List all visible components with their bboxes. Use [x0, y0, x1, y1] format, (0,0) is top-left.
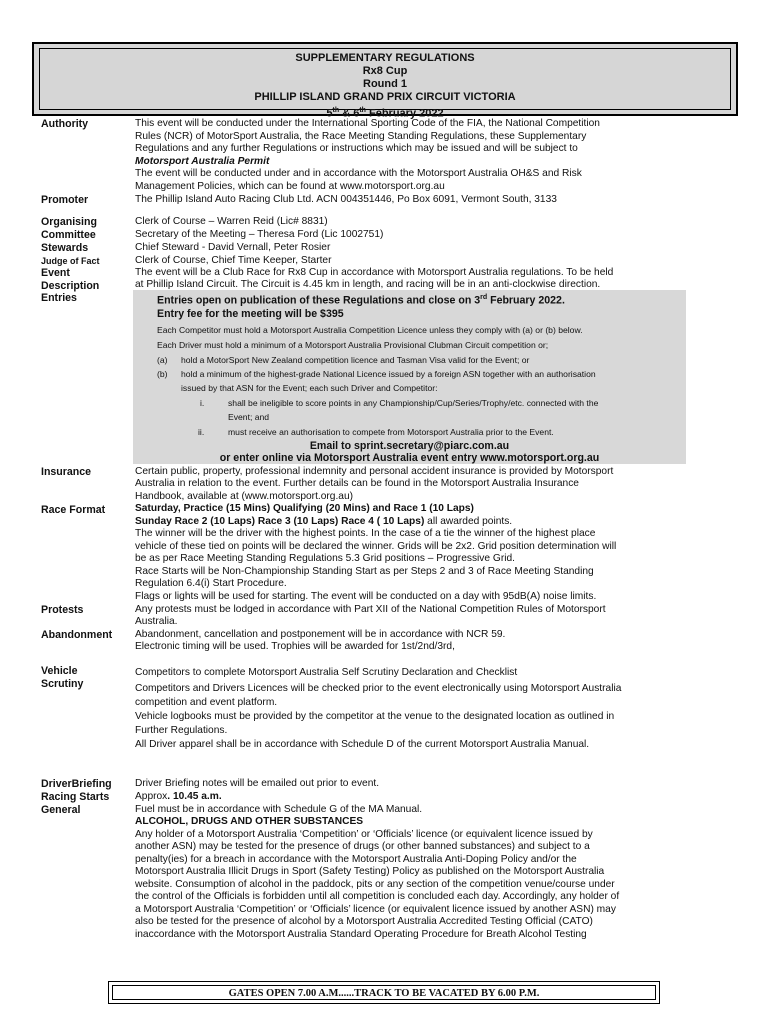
scrutiny-line: Competitors to complete Motorsport Australia Self Scrutiny Declaration and Checklist — [135, 667, 518, 678]
scrutiny-line: competition and event platform. — [135, 697, 278, 708]
label-driver-briefing: DriverBriefing — [41, 778, 112, 790]
race-format-line: be as per Race Meeting Standing Regulations 5.3 Grid positions – Progressive Grid. — [135, 553, 515, 564]
label-organising: Organising — [41, 216, 97, 228]
race-format-line: Flags or lights will be used for starting. The event will be conducted on a day with 95dB(A) noise limits. — [135, 591, 597, 602]
scrutiny-line: Competitors and Drivers Licences will be checked prior to the event electronically using Motorsport Australia — [135, 683, 622, 694]
entries-item-b-mark: (b) — [157, 369, 168, 379]
label-race-format: Race Format — [41, 504, 106, 516]
race-format-sunday-races: Sunday Race 2 (10 Laps) Race 3 (10 Laps) Race 4 ( 10 Laps) — [135, 516, 425, 527]
general-line: Any holder of a Motorsport Australia ‘Competition’ or ‘Officials’ licence (or equivalent licence issued by — [135, 829, 593, 840]
race-format-line: The winner will be the driver with the highest points. In the case of a tie the winner of the highest place — [135, 528, 596, 539]
race-format-sunday — [135, 516, 512, 529]
footer-notice — [108, 981, 660, 1004]
abandonment-line: Electronic timing will be used. Trophies will be awarded for 1st/2nd/3rd, — [135, 641, 455, 652]
entries-open — [157, 292, 565, 307]
general-line: another ASN) may be tested for the presence of drugs (or other banned substances) and subject to a — [135, 841, 590, 852]
authority-line: The event will be conducted under and in accordance with the Motorsport Australia OH&S and Risk — [135, 168, 582, 179]
authority-permit: Motorsport Australia Permit — [135, 156, 270, 167]
gates-notice: GATES OPEN 7.00 A.M......TRACK TO BE VACATED BY 6.00 P.M. — [112, 985, 656, 1000]
entries-item-a: hold a MotorSport New Zealand competition licence and Tasman Visa valid for the Event; or — [181, 355, 530, 365]
event-description-line: The event will be a Club Race for Rx8 Cup in accordance with Motorsport Australia regulations. To be held — [135, 267, 614, 278]
authority-line: This event will be conducted under the International Sporting Code of the FIA, the National Competition — [135, 118, 600, 129]
label-committee: Committee — [41, 229, 96, 241]
general-line: Motorsport Australia Illicit Drugs in Sport (Safety Testing) Policy as published on the Motorsport Australia — [135, 866, 605, 877]
chief-steward: Chief Steward - David Vernall, Peter Rosier — [135, 242, 331, 253]
scrutiny-line: Vehicle logbooks must be provided by the competitor at the venue to the designated location as outlined in — [135, 711, 615, 722]
protests-line: Australia. — [135, 616, 178, 627]
insurance-line: Australia in relation to the event. Further details can be found in the Motorsport Australia Insurance — [135, 478, 579, 489]
race-format-line: vehicle of these tied on points will be declared the winner. Grids will be 2x2. Grid position determination will — [135, 541, 617, 552]
entries-item-b: hold a minimum of the highest-grade National Licence issued by a foreign ASN together with an authorisation — [181, 369, 596, 379]
entries-driver-licence: Each Driver must hold a minimum of a Motorsport Australia Provisional Clubman Circuit competition or; — [157, 340, 549, 350]
entries-competitor-licence: Each Competitor must hold a Motorsport Australia Competition Licence unless they comply with (a) or (b) below. — [157, 325, 583, 335]
date-day1: 5 — [326, 107, 333, 120]
general-line: a Motorsport Australia ‘Competition’ or ‘Officials’ licence (or equivalent licence issued by another ASN) may — [135, 904, 616, 915]
entries-item-i-mark: i. — [200, 398, 205, 408]
date-sup2: th — [359, 107, 366, 114]
entries-open-date: February 2022. — [487, 294, 565, 307]
series-name: Rx8 Cup — [362, 65, 408, 77]
racing-starts-prefix: Approx — [135, 791, 168, 802]
general-line: the control of the Officials is forbidden until all competition is concluded each day. Accordingly, any holder of — [135, 891, 620, 902]
protests-line: Any protests must be lodged in accordance with Part XII of the National Competition Rules of Motorsport — [135, 604, 606, 615]
general-line: website. Consumption of alcohol in the paddock, pits or any section of the competition venue/course under — [135, 879, 615, 890]
abandonment-line: Abandonment, cancellation and postponement will be in accordance with NCR 59. — [135, 629, 506, 640]
entries-email: Email to sprint.secretary@piarc.com.au — [309, 440, 510, 452]
entry-fee: Entry fee for the meeting will be $395 — [157, 308, 344, 320]
entries-item-b-cont: issued by that ASN for the Event; each such Driver and Competitor: — [181, 383, 438, 393]
label-event: Event — [41, 267, 70, 279]
insurance-line: Certain public, property, professional indemnity and personal accident insurance is provided by Motorsport — [135, 466, 614, 477]
label-judge-of-fact: Judge of Fact — [41, 256, 100, 266]
entries-item-i-cont: Event; and — [228, 412, 270, 422]
date-month: February 2022 — [365, 107, 444, 120]
secretary: Secretary of the Meeting – Theresa Ford (Lic 1002751) — [135, 229, 384, 240]
title-block — [32, 42, 738, 120]
racing-starts-time: . 10.45 a.m. — [167, 791, 222, 802]
label-general: General — [41, 804, 81, 816]
label-entries: Entries — [41, 292, 77, 304]
event-description-line: at Phillip Island Circuit. The Circuit is 4.45 km in length, and racing will be in an anti-clockwise direction. — [135, 279, 601, 290]
race-format-saturday: Saturday, Practice (15 Mins) Qualifying (20 Mins) and Race 1 (10 Laps) — [135, 503, 474, 514]
entries-item-ii: must receive an authorisation to compete from Motorsport Australia prior to the Event. — [228, 427, 554, 437]
authority-line: Rules (NCR) of MotorSport Australia, the Race Meeting Standing Regulations, these Supplementary — [135, 131, 587, 142]
label-vehicle: Vehicle — [41, 665, 78, 677]
fuel-text: Fuel must be in accordance with Schedule G of the MA Manual. — [135, 804, 423, 815]
entries-item-ii-mark: ii. — [198, 427, 205, 437]
title-block-inner — [39, 48, 731, 120]
doc-title: SUPPLEMENTARY REGULATIONS — [295, 52, 475, 64]
clerk-of-course: Clerk of Course – Warren Reid (Lic# 8831) — [135, 216, 328, 227]
venue-name: PHILLIP ISLAND GRAND PRIX CIRCUIT VICTORIA — [254, 91, 516, 103]
insurance-line: Handbook, available at (www.motorsport.org.au) — [135, 491, 354, 502]
label-insurance: Insurance — [41, 466, 92, 478]
label-promoter: Promoter — [41, 194, 89, 206]
date-day2: & 6 — [339, 107, 360, 120]
label-stewards: Stewards — [41, 242, 89, 254]
scrutiny-line: All Driver apparel shall be in accordance with Schedule D of the current Motorsport Australia Manual. — [135, 739, 590, 750]
date-sup1: th — [332, 107, 340, 114]
scrutiny-line: Further Regulations. — [135, 725, 228, 736]
label-protests: Protests — [41, 604, 84, 616]
label-description: Description — [41, 280, 100, 292]
entries-open-text: Entries open on publication of these Regulations and close on 3 — [157, 294, 481, 307]
entries-item-a-mark: (a) — [157, 355, 168, 365]
entries-online: or enter online via Motorsport Australia event entry www.motorsport.org.au — [219, 452, 600, 464]
general-line: also be tested for the presence of alcohol by a Motorsport Australia Accredited Testing Official (CATO) — [135, 916, 593, 927]
alcohol-heading: ALCOHOL, DRUGS AND OTHER SUBSTANCES — [135, 816, 364, 827]
entries-item-i: shall be ineligible to score points in any Championship/Cup/Series/Trophy/etc. connected with the — [228, 398, 599, 408]
authority-line: Regulations and any further Regulations or instructions which may be issued and will be subject to — [135, 143, 578, 154]
entries-open-sup: rd — [480, 294, 488, 301]
round-name: Round 1 — [363, 78, 407, 90]
label-scrutiny: Scrutiny — [41, 678, 84, 690]
promoter-text: The Phillip Island Auto Racing Club Ltd. ACN 004351446, Po Box 6091, Vermont South, 3133 — [135, 194, 557, 205]
label-authority: Authority — [41, 118, 89, 130]
authority-line: Management Policies, which can be found at www.motorsport.org.au — [135, 181, 445, 192]
general-line: penalty(ies) for a breach in accordance with the Motorsport Australia Anti-Doping Policy and/or the — [135, 854, 577, 865]
label-racing-starts: Racing Starts — [41, 791, 110, 803]
race-format-line: Regulation 6.4(i) Start Procedure. — [135, 578, 287, 589]
race-format-line: Race Starts will be Non-Championship Standing Start as per Steps 2 and 3 of Race Meeting Standing — [135, 566, 594, 577]
race-format-sunday-note: all awarded points. — [424, 516, 513, 527]
label-abandonment: Abandonment — [41, 629, 113, 641]
general-line: inaccordance with the Motorsport Australia Standard Operating Procedure for Breath Alcohol Testing — [135, 929, 587, 940]
judge-of-fact: Clerk of Course, Chief Time Keeper, Starter — [135, 255, 332, 266]
briefing-text: Driver Briefing notes will be emailed out prior to event. — [135, 778, 380, 789]
racing-starts-text — [135, 791, 222, 804]
